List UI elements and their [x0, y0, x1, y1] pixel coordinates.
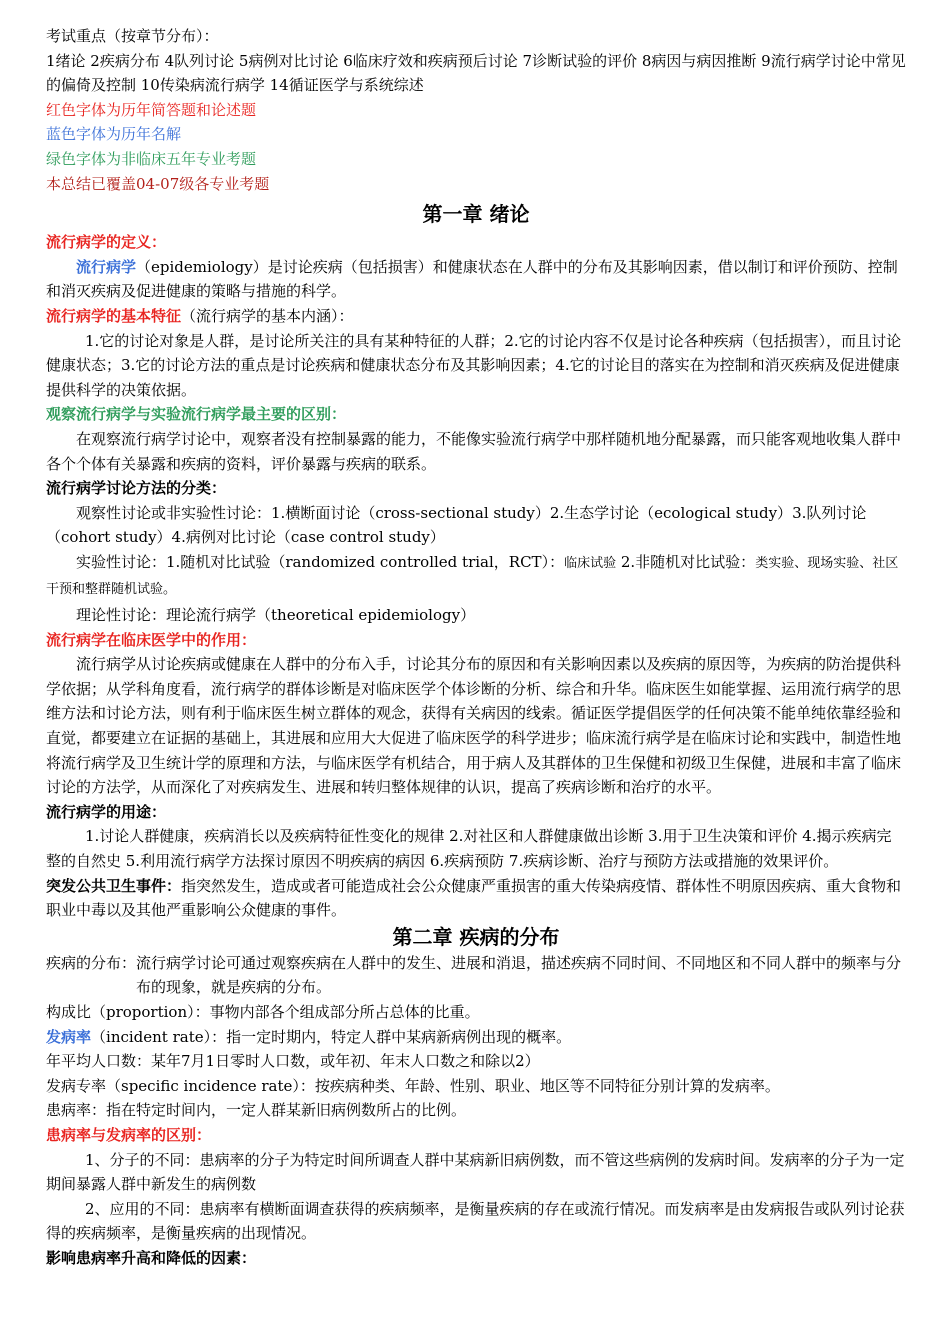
legend-green: 绿色字体为非临床五年专业考题 — [46, 149, 257, 168]
chapter-1-title: 第一章 绪论 — [422, 202, 530, 227]
methods-exp-main: 实验性讨论：1.随机对比试验（randomized controlled trial，RCT）： — [76, 552, 565, 571]
diff-item-1: 1、分子的不同：患病率的分子为特定时间所调查人群中某病新旧病例数，而不管这些病例的发病时间。发病率的分子为一定期间暴露人群中新发生的病例数 — [46, 1150, 905, 1194]
uses-heading: 流行病学的用途： — [46, 802, 167, 821]
obs-exp-diff-heading: 观察流行病学与实验流行病学最主要的区别： — [46, 405, 347, 424]
incidence-definition — [46, 1025, 906, 1050]
obs-exp-diff-text: 在观察流行病学讨论中，观察者没有控制暴露的能力，不能像实验流行病学中那样随机地分配暴露，而只能客观地收集人群中各个个体有关暴露和疾病的资料，评价暴露与疾病的联系。 — [46, 429, 902, 473]
methods-heading: 流行病学讨论方法的分类： — [46, 479, 227, 498]
features-heading-suffix: （流行病学的基本内涵）： — [181, 306, 354, 325]
average-population: 年平均人口数：某年7月1日零时人口数，或年初、年末人口数之和除以2） — [46, 1052, 540, 1071]
definition-paragraph — [46, 255, 906, 304]
methods-experimental — [46, 550, 906, 603]
chapter-2-title: 第二章 疾病的分布 — [392, 924, 560, 949]
coverage-note: 本总结已覆盖04-07级各专业考题 — [46, 174, 270, 193]
incidence-term: 发病率 — [46, 1027, 92, 1046]
emergency-text: 指突然发生，造成或者可能造成社会公众健康严重损害的重大传染病疫情、群体性不明原因疾病、重大食物和职业中毒以及其他严重影响公众健康的事件。 — [46, 876, 902, 920]
methods-exp-small-2: 类实验、现场实验、社区干预和整群随机试验。 — [46, 555, 899, 598]
features-heading-line — [46, 304, 906, 329]
legend-blue: 蓝色字体为历年名解 — [46, 125, 182, 144]
definition-text: （epidemiology）是讨论疾病（包括损害）和健康状态在人群中的分布及其影响因素，借以制订和评价预防、控制和消灭疾病及促进健康的策略与措施的科学。 — [46, 257, 898, 301]
distribution-term: 疾病的分布： — [46, 953, 137, 972]
methods-theoretical: 理论性讨论：理论流行病学（theoretical epidemiology） — [76, 606, 476, 625]
features-heading: 流行病学的基本特征 — [46, 306, 182, 325]
emergency-paragraph — [46, 874, 906, 923]
features-text: 1.它的讨论对象是人群，是讨论所关注的具有某种特征的人群；2.它的讨论内容不仅是讨论各种疾病（包括损害），而且讨论健康状态；3.它的讨论方法的重点是讨论疾病和健康状态分布及其影响因素；4.它的讨论目的落实在为控制和消灭疾病及促进健康提供科学的决策依据。 — [46, 331, 902, 399]
clinical-role-text: 流行病学从讨论疾病或健康在人群中的分布入手，讨论其分布的原因和有关影响因素以及疾病的原因等，为疾病的防治提供科学依据；从学科角度看，流行病学的群体诊断是对临床医学个体诊断的分析、综合和升华。临床医生如能掌握、运用流行病学的思维方法和讨论方法，则有利于临床医生树立群体的观念，获得有关病因的线索。循证医学提倡医学的任何决策不能单纯依靠经验和直觉，都要建立在证据的基础上，其进展和应用大大促进了临床医学的科学进步；临床流行病学是在临床讨论和实践中，制造性地将流行病学及卫生统计学的原理和方法，与临床医学有机结合，用于病人及其群体的卫生保健和初级卫生保健，进展和丰富了临床讨论的方法学，从而深化了对疾病发生、进展和转归整体规律的认识，提高了疾病诊断和治疗的水平。 — [46, 655, 902, 797]
incidence-text: （incident rate）：指一定时期内，特定人群中某病新病例出现的概率。 — [91, 1027, 572, 1046]
distribution-text: 流行病学讨论可通过观察疾病在人群中的发生、进展和消退，描述疾病不同时间、不同地区和不同人群中的频率与分布的现象，就是疾病的分布。 — [136, 953, 902, 997]
legend-red: 红色字体为历年简答题和论述题 — [46, 100, 257, 119]
intro-chapters: 1绪论 2疾病分布 4队列讨论 5病例对比讨论 6临床疗效和疾病预后讨论 7诊断试验的评价 8病因与病因推断 9流行病学讨论中常见的偏倚及控制 10传染病流行病学 14循证医学与系统综述 — [46, 51, 906, 95]
prevalence-definition: 患病率：指在特定时间内，一定人群某新旧病例数所占的比例。 — [46, 1101, 467, 1120]
emergency-heading: 突发公共卫生事件： — [46, 876, 182, 895]
distribution-definition — [46, 951, 906, 1000]
methods-exp-small-1: 临床试验 — [564, 555, 617, 571]
prevalence-incidence-diff-heading: 患病率与发病率的区别： — [46, 1125, 212, 1144]
specific-incidence-rate: 发病专率（specific incidence rate）：按疾病种类、年龄、性别、职业、地区等不同特征分别计算的发病率。 — [46, 1076, 780, 1095]
diff-item-2: 2、应用的不同：患病率有横断面调查获得的疾病频率，是衡量疾病的存在或流行情况。而发病率是由发病报告或队列讨论获得的疾病频率，是衡量疾病的出现情况。 — [46, 1199, 905, 1243]
uses-text: 1.讨论人群健康，疾病消长以及疾病特征性变化的规律 2.对社区和人群健康做出诊断 3.用于卫生决策和评价 4.揭示疾病完整的自然史 5.利用流行病学方法探讨原因不明疾病的病因 6.疾病预防 7.疾病诊断、治疗与预防方法或措施的效果评价。 — [46, 827, 892, 870]
definition-heading: 流行病学的定义： — [46, 233, 167, 252]
methods-observational: 观察性讨论或非实验性讨论：1.横断面讨论（cross-sectional study）2.生态学讨论（ecological study）3.队列讨论（cohort study）4.病例对比讨论（case control study） — [46, 503, 867, 547]
prevalence-factors-heading: 影响患病率升高和降低的因素： — [46, 1248, 257, 1267]
methods-exp-main-2: 2.非随机对比试验： — [616, 552, 756, 571]
intro-heading: 考试重点（按章节分布）： — [46, 27, 219, 45]
clinical-role-heading: 流行病学在临床医学中的作用： — [46, 630, 257, 649]
definition-term: 流行病学 — [76, 257, 137, 276]
proportion-definition: 构成比（proportion）：事物内部各个组成部分所占总体的比重。 — [46, 1002, 480, 1021]
